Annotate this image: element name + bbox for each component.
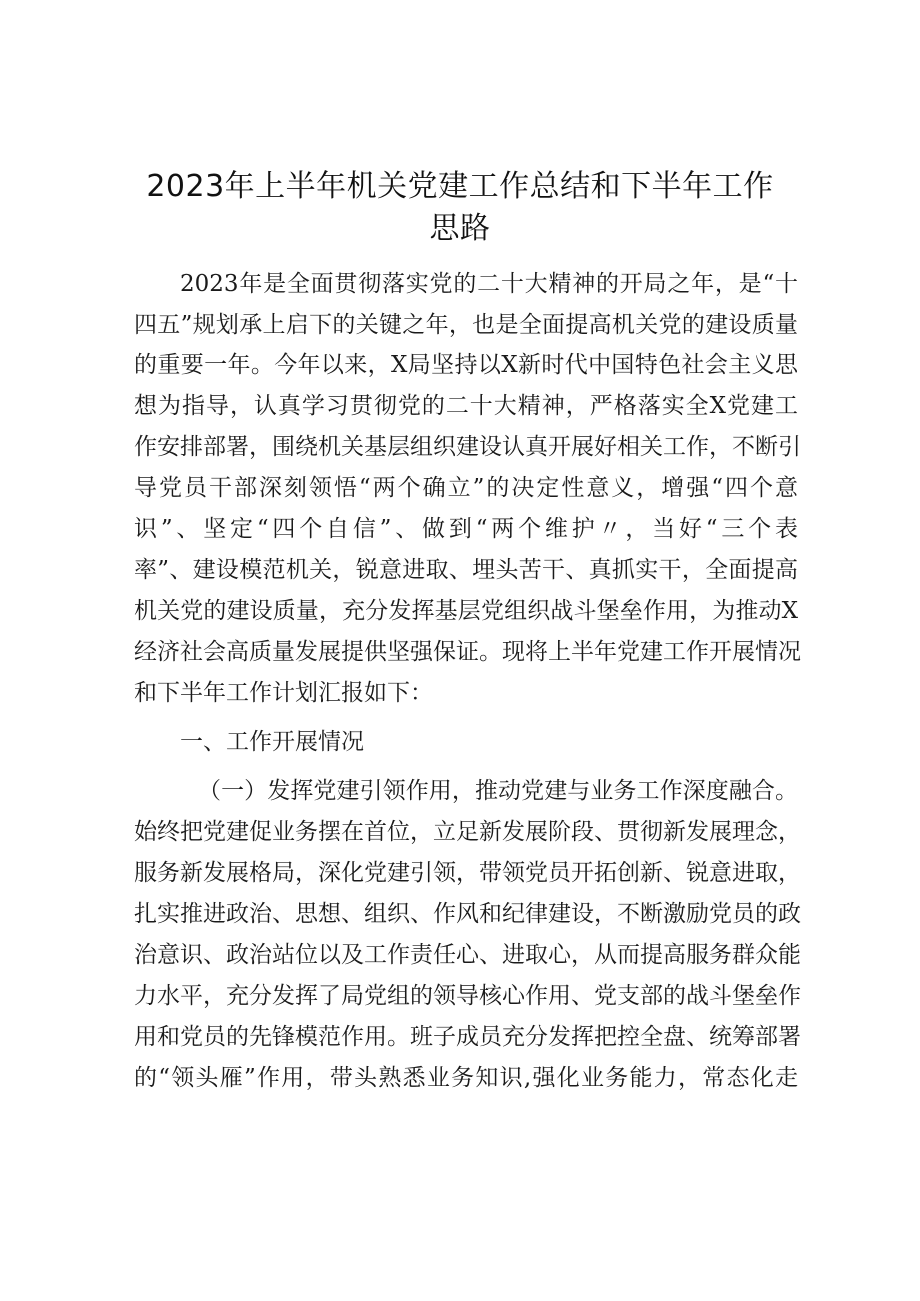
intro-paragraph-line: 经济社会高质量发展提供坚强保证。现将上半年党建工作开展情况 <box>134 639 801 665</box>
subsection-paragraph-line: 治意识、政治站位以及工作责任心、进取心，从而提高服务群众能 <box>134 942 801 968</box>
subsection-paragraph-line: 用和党员的先锋模范作用。班子成员充分发挥把控全盘、统筹部署 <box>134 1024 801 1050</box>
subsection-paragraph-line: 的“领头雁”作用，带头熟悉业务知识,强化业务能力，常态化走 <box>134 1065 798 1091</box>
subsection-paragraph-line: 力水平，充分发挥了局党组的领导核心作用、党支部的战斗堡垒作 <box>134 983 801 1009</box>
intro-paragraph-line: 作安排部署，围绕机关基层组织建设认真开展好相关工作，不断引 <box>134 434 801 460</box>
intro-paragraph-line: 和下半年工作计划汇报如下： <box>134 680 433 706</box>
subsection-paragraph-line: （一）发挥党建引领作用，推动党建与业务工作深度融合。 <box>198 778 798 804</box>
document-title-line-2: 思路 <box>429 211 491 246</box>
subsection-paragraph-line: 始终把党建促业务摆在首位，立足新发展阶段、贯彻新发展理念， <box>134 819 801 845</box>
subsection-paragraph-line: 扎实推进政治、思想、组织、作风和纪律建设，不断激励党员的政 <box>134 901 801 927</box>
subsection-paragraph-line: 服务新发展格局，深化党建引领，带领党员开拓创新、锐意进取， <box>134 860 801 886</box>
section-heading: 一、工作开展情况 <box>180 729 364 755</box>
intro-paragraph-line: 四五”规划承上启下的关键之年，也是全面提高机关党的建设质量 <box>134 312 798 338</box>
intro-paragraph-line: 识”、坚定“四个自信”、做到“两个维护〃，当好“三个表 <box>134 516 798 542</box>
intro-paragraph-line: 2023年是全面贯彻落实党的二十大精神的开局之年，是“十 <box>180 271 798 297</box>
intro-paragraph-line: 率”、建设模范机关，锐意进取、埋头苦干、真抓实干，全面提高 <box>134 557 798 583</box>
intro-paragraph-line: 想为指导，认真学习贯彻党的二十大精神，严格落实全X党建工 <box>134 393 798 419</box>
intro-paragraph-line: 的重要一年。今年以来，X局坚持以X新时代中国特色社会主义思 <box>134 352 798 378</box>
intro-paragraph-line: 导党员干部深刻领悟“两个确立”的决定性意义，增强“四个意 <box>134 475 798 501</box>
intro-paragraph-line: 机关党的建设质量，充分发挥基层党组织战斗堡垒作用，为推动X <box>134 598 798 624</box>
document-title-line-1: 2023年上半年机关党建工作总结和下半年工作 <box>146 169 774 204</box>
